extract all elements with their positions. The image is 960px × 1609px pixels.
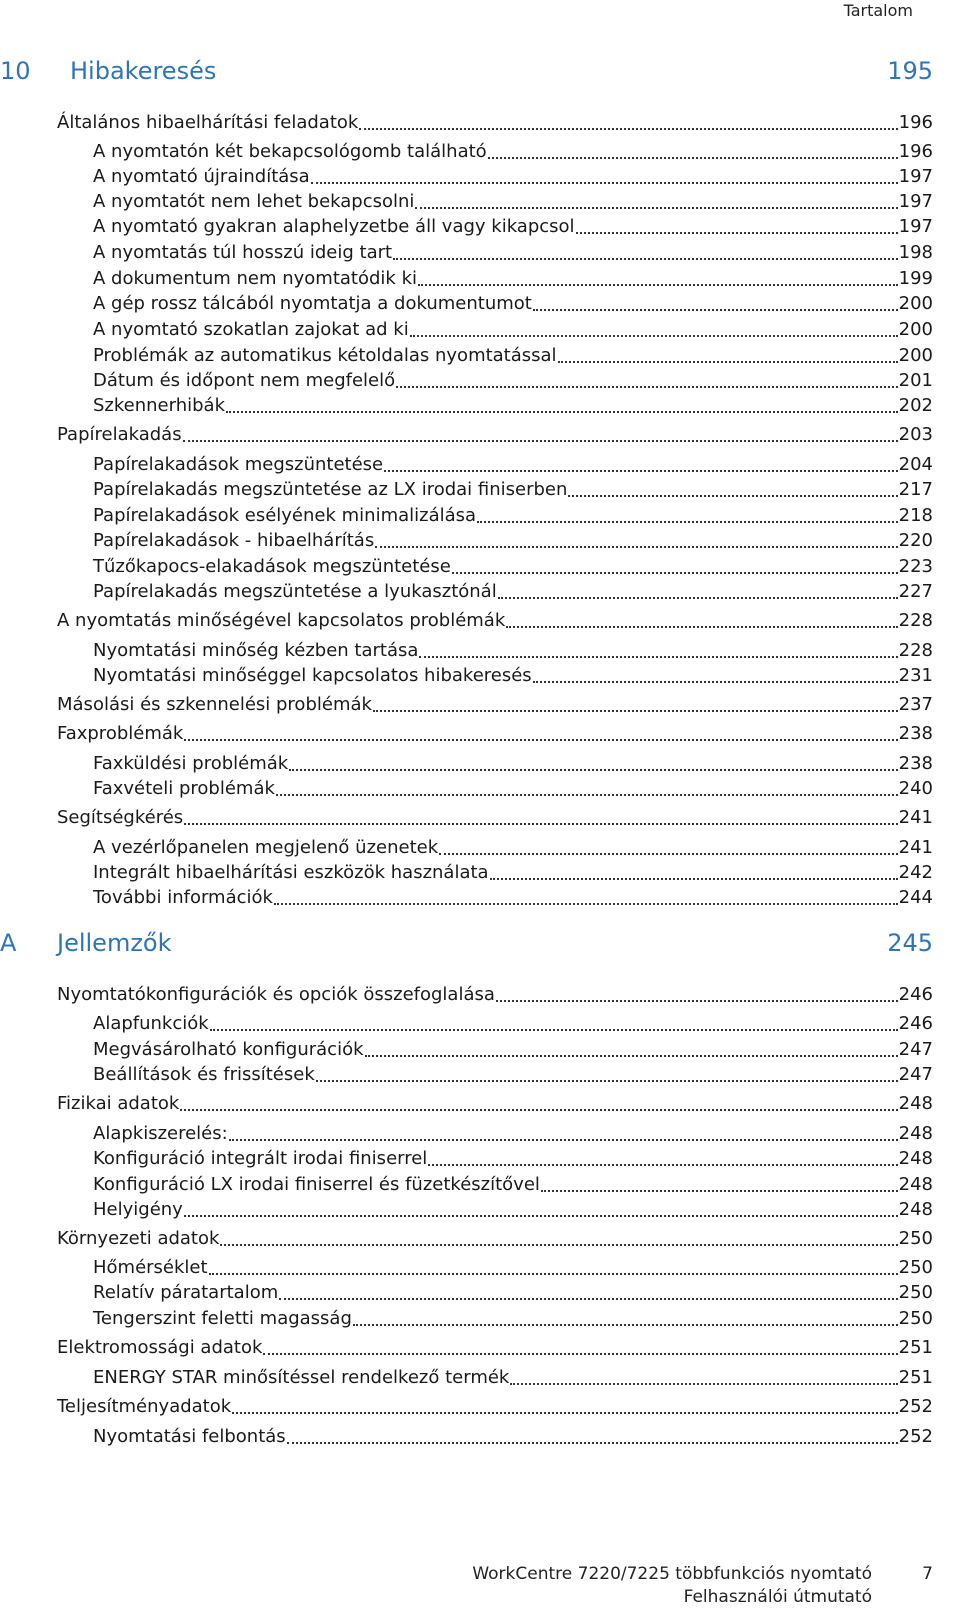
toc-entry[interactable] — [93, 240, 933, 264]
toc-entry[interactable] — [93, 266, 933, 290]
toc-entry-page: 247 — [898, 1039, 933, 1060]
toc-entry-label: Tűzőkapocs-elakadások megszüntetése — [93, 556, 451, 577]
toc-entry-label: A nyomtató újraindítása — [93, 166, 310, 187]
toc-entry-page: 251 — [898, 1337, 933, 1358]
dot-leader — [452, 572, 898, 574]
chapter-number: 10 — [0, 57, 31, 85]
toc-entry[interactable] — [93, 452, 933, 476]
toc-entry-label: Alapfunkciók — [93, 1013, 209, 1034]
dot-leader — [506, 626, 897, 628]
toc-entry[interactable] — [57, 1394, 933, 1418]
dot-leader — [439, 853, 898, 855]
dot-leader — [576, 232, 898, 234]
toc-entry-page: 244 — [898, 887, 933, 908]
toc-entry[interactable] — [93, 503, 933, 527]
toc-entry[interactable] — [93, 343, 933, 367]
footer-page-number: 7 — [922, 1564, 933, 1584]
toc-entry-page: 238 — [898, 723, 933, 744]
toc-entry-page: 228 — [898, 640, 933, 661]
toc-entry[interactable] — [57, 110, 933, 134]
toc-entry-label: Nyomtatókonfigurációk és opciók összefoglalása — [57, 984, 495, 1005]
toc-entry-label: Papírelakadás megszüntetése az LX irodai finiserben — [93, 479, 568, 500]
toc-entry-page: 196 — [898, 112, 933, 133]
toc-entry[interactable] — [93, 1146, 933, 1170]
toc-entry-page: 251 — [898, 1367, 933, 1388]
dot-leader — [279, 1298, 897, 1300]
toc-entry-page: 250 — [898, 1282, 933, 1303]
toc-entry-label: Nyomtatási minőség kézben tartása — [93, 640, 419, 661]
toc-entry-page: 196 — [898, 141, 933, 162]
toc-entry[interactable] — [93, 1121, 933, 1145]
toc-entry-page: 218 — [898, 505, 933, 526]
toc-entry-page: 202 — [898, 395, 933, 416]
toc-entry-label: Szkennerhibák — [93, 395, 225, 416]
dot-leader — [365, 1055, 898, 1057]
toc-entry-page: 247 — [898, 1064, 933, 1085]
toc-entry-label: Elektromossági adatok — [57, 1337, 263, 1358]
dot-leader — [229, 1139, 898, 1141]
toc-entry-label: A gép rossz tálcából nyomtatja a dokumentumot — [93, 293, 532, 314]
toc-entry[interactable] — [93, 1172, 933, 1196]
toc-entry-page: 197 — [898, 216, 933, 237]
toc-entry[interactable] — [93, 393, 933, 417]
dot-leader — [210, 1029, 898, 1031]
toc-entry-page: 199 — [898, 268, 933, 289]
dot-leader — [373, 710, 898, 712]
dot-leader — [477, 521, 898, 523]
toc-entry-page: 231 — [898, 665, 933, 686]
toc-entry-page: 250 — [898, 1308, 933, 1329]
toc-entry-label: Általános hibaelhárítási feladatok — [57, 112, 359, 133]
toc-entry[interactable] — [93, 751, 933, 775]
toc-entry-page: 220 — [898, 530, 933, 551]
toc-entry-label: A nyomtató gyakran alaphelyzetbe áll vagy kikapcsol — [93, 216, 575, 237]
toc-entry-label: Nyomtatási felbontás — [93, 1426, 286, 1447]
dot-leader — [558, 361, 898, 363]
dot-leader — [533, 681, 898, 683]
dot-leader — [359, 128, 897, 130]
dot-leader — [184, 1215, 898, 1217]
toc-entry-page: 252 — [898, 1396, 933, 1417]
chapter-title: Hibakeresés — [70, 57, 217, 85]
toc-entry-label: Alapkiszerelés: — [93, 1123, 228, 1144]
dot-leader — [510, 1383, 897, 1385]
toc-entry-label: Hőmérséklet — [93, 1257, 208, 1278]
toc-entry[interactable] — [93, 477, 933, 501]
dot-leader — [490, 878, 898, 880]
dot-leader — [289, 769, 897, 771]
dot-leader — [396, 386, 898, 388]
toc-entry-page: 197 — [898, 191, 933, 212]
toc-entry-label: A nyomtatás túl hosszú ideig tart — [93, 242, 393, 263]
toc-entry-page: 248 — [898, 1148, 933, 1169]
toc-entry[interactable] — [57, 982, 933, 1006]
toc-entry[interactable] — [93, 663, 933, 687]
dot-leader — [498, 597, 898, 599]
dot-leader — [232, 1412, 897, 1414]
toc-entry-label: Beállítások és frissítések — [93, 1064, 315, 1085]
toc-entry-label: Konfiguráció integrált irodai finiserrel — [93, 1148, 428, 1169]
toc-entry-label: A nyomtató szokatlan zajokat ad ki — [93, 319, 409, 340]
toc-entry[interactable] — [93, 1280, 933, 1304]
toc-entry-label: Helyigény — [93, 1199, 183, 1220]
toc-entry-label: A vezérlőpanelen megjelenő üzenetek — [93, 837, 439, 858]
footer-product: WorkCentre 7220/7225 többfunkciós nyomtató — [472, 1564, 872, 1584]
toc-entry[interactable] — [57, 721, 933, 745]
dot-leader — [496, 1000, 898, 1002]
toc-entry-page: 246 — [898, 984, 933, 1005]
toc-entry[interactable] — [93, 554, 933, 578]
toc-entry-page: 200 — [898, 345, 933, 366]
toc-entry-label: A dokumentum nem nyomtatódik ki — [93, 268, 417, 289]
chapter-page: 195 — [887, 57, 933, 85]
toc-entry[interactable] — [57, 692, 933, 716]
chapter-page: 245 — [887, 929, 933, 957]
toc-entry-label: Papírelakadások - hibaelhárítás — [93, 530, 375, 551]
toc-entry-label: A nyomtatót nem lehet bekapcsolni — [93, 191, 415, 212]
toc-entry-label: Tengerszint feletti magasság — [93, 1308, 352, 1329]
running-header: Tartalom — [843, 1, 913, 20]
toc-entry[interactable] — [93, 1255, 933, 1279]
toc-entry-label: Nyomtatási minőséggel kapcsolatos hibakeresés — [93, 665, 532, 686]
toc-entry-label: Másolási és szkennelési problémák — [57, 694, 372, 715]
toc-entry[interactable] — [93, 1011, 933, 1035]
toc-entry-page: 252 — [898, 1426, 933, 1447]
dot-leader — [393, 258, 898, 260]
toc-entry[interactable] — [93, 860, 933, 884]
chapter-number: A — [0, 929, 17, 957]
toc-entry-label: Papírelakadások esélyének minimalizálása — [93, 505, 477, 526]
toc-entry-label: Problémák az automatikus kétoldalas nyomtatással — [93, 345, 557, 366]
dot-leader — [209, 1273, 898, 1275]
dot-leader — [568, 495, 897, 497]
toc-entry-page: 217 — [898, 479, 933, 500]
page-footer — [472, 1563, 872, 1609]
toc-entry-page: 204 — [898, 454, 933, 475]
toc-entry-label: Faxproblémák — [57, 723, 184, 744]
dot-leader — [226, 411, 898, 413]
toc-entry[interactable] — [93, 139, 933, 163]
toc-entry-label: Papírelakadás — [57, 424, 182, 445]
dot-leader — [375, 546, 897, 548]
toc-entry-label: Fizikai adatok — [57, 1093, 180, 1114]
toc-entry-label: Papírelakadás megszüntetése a lyukasztónál — [93, 581, 497, 602]
dot-leader — [184, 823, 897, 825]
dot-leader — [274, 903, 898, 905]
toc-entry-page: 227 — [898, 581, 933, 602]
toc-entry[interactable] — [57, 608, 933, 632]
toc-entry-label: Teljesítményadatok — [57, 1396, 232, 1417]
dot-leader — [418, 284, 898, 286]
toc-entry[interactable] — [93, 291, 933, 315]
toc-entry-page: 200 — [898, 319, 933, 340]
toc-entry-label: Megvásárolható konfigurációk — [93, 1039, 364, 1060]
toc-entry[interactable] — [93, 1365, 933, 1389]
toc-entry-page: 237 — [898, 694, 933, 715]
toc-entry-label: ENERGY STAR minősítéssel rendelkező termék — [93, 1367, 510, 1388]
toc-entry[interactable] — [93, 189, 933, 213]
toc-entry[interactable] — [93, 368, 933, 392]
toc-entry[interactable] — [93, 214, 933, 238]
toc-entry-label: Segítségkérés — [57, 807, 184, 828]
dot-leader — [415, 207, 897, 209]
toc-entry-page: 248 — [898, 1174, 933, 1195]
chapter-title: Jellemzők — [57, 929, 172, 957]
toc-entry-page: 248 — [898, 1123, 933, 1144]
toc-entry-label: Környezeti adatok — [57, 1228, 220, 1249]
toc-entry-label: Dátum és időpont nem megfelelő — [93, 370, 396, 391]
toc-entry-page: 238 — [898, 753, 933, 774]
dot-leader — [533, 309, 898, 311]
toc-entry[interactable] — [93, 317, 933, 341]
dot-leader — [316, 1080, 898, 1082]
toc-entry-label: További információk — [93, 887, 273, 908]
toc-entry-page: 246 — [898, 1013, 933, 1034]
toc-entry-page: 250 — [898, 1228, 933, 1249]
dot-leader — [419, 656, 897, 658]
footer-guide: Felhasználói útmutató — [683, 1587, 872, 1607]
dot-leader — [311, 182, 898, 184]
toc-entry[interactable] — [93, 1197, 933, 1221]
toc-entry-page: 223 — [898, 556, 933, 577]
toc-entry-label: Relatív páratartalom — [93, 1282, 279, 1303]
toc-entry-label: Konfiguráció LX irodai finiserrel és füzetkészítővel — [93, 1174, 540, 1195]
toc-entry[interactable] — [57, 1091, 933, 1115]
toc-entry-page: 203 — [898, 424, 933, 445]
toc-entry-page: 228 — [898, 610, 933, 631]
toc-entry-page: 241 — [898, 807, 933, 828]
toc-entry[interactable] — [93, 885, 933, 909]
dot-leader — [410, 335, 898, 337]
dot-leader — [541, 1190, 898, 1192]
toc-entry-page: 200 — [898, 293, 933, 314]
toc-entry[interactable] — [57, 422, 933, 446]
toc-entry[interactable] — [93, 164, 933, 188]
toc-entry-label: A nyomtatás minőségével kapcsolatos problémák — [57, 610, 506, 631]
dot-leader — [183, 440, 898, 442]
chapter-heading[interactable] — [0, 929, 933, 965]
dot-leader — [276, 794, 898, 796]
toc-entry[interactable] — [93, 528, 933, 552]
dot-leader — [184, 739, 897, 741]
toc-entry[interactable] — [57, 1226, 933, 1250]
toc-entry[interactable] — [93, 776, 933, 800]
toc-entry-label: A nyomtatón két bekapcsológomb található — [93, 141, 487, 162]
toc-entry-page: 242 — [898, 862, 933, 883]
dot-leader — [180, 1109, 897, 1111]
toc-entry[interactable] — [93, 1424, 933, 1448]
dot-leader — [428, 1164, 897, 1166]
dot-leader — [488, 157, 898, 159]
dot-leader — [384, 470, 898, 472]
dot-leader — [353, 1324, 898, 1326]
toc-entry-page: 250 — [898, 1257, 933, 1278]
toc-entry[interactable] — [93, 1037, 933, 1061]
toc-entry-label: Papírelakadások megszüntetése — [93, 454, 384, 475]
toc-entry-label: Faxvételi problémák — [93, 778, 275, 799]
toc-entry-page: 201 — [898, 370, 933, 391]
toc-entry-page: 248 — [898, 1093, 933, 1114]
toc-entry[interactable] — [57, 805, 933, 829]
toc-entry-label: Integrált hibaelhárítási eszközök használata — [93, 862, 489, 883]
toc-entry[interactable] — [93, 835, 933, 859]
toc-entry-page: 240 — [898, 778, 933, 799]
toc-entry-page: 241 — [898, 837, 933, 858]
toc-entry-page: 198 — [898, 242, 933, 263]
toc-entry[interactable] — [93, 579, 933, 603]
toc-entry-page: 197 — [898, 166, 933, 187]
toc-entry[interactable] — [57, 1335, 933, 1359]
dot-leader — [263, 1353, 897, 1355]
toc-entry-label: Faxküldési problémák — [93, 753, 289, 774]
toc-entry-page: 248 — [898, 1199, 933, 1220]
dot-leader — [220, 1244, 897, 1246]
toc-entry[interactable] — [93, 1306, 933, 1330]
toc-entry[interactable] — [93, 1062, 933, 1086]
toc-entry[interactable] — [93, 638, 933, 662]
chapter-heading[interactable] — [0, 57, 933, 93]
dot-leader — [287, 1442, 898, 1444]
